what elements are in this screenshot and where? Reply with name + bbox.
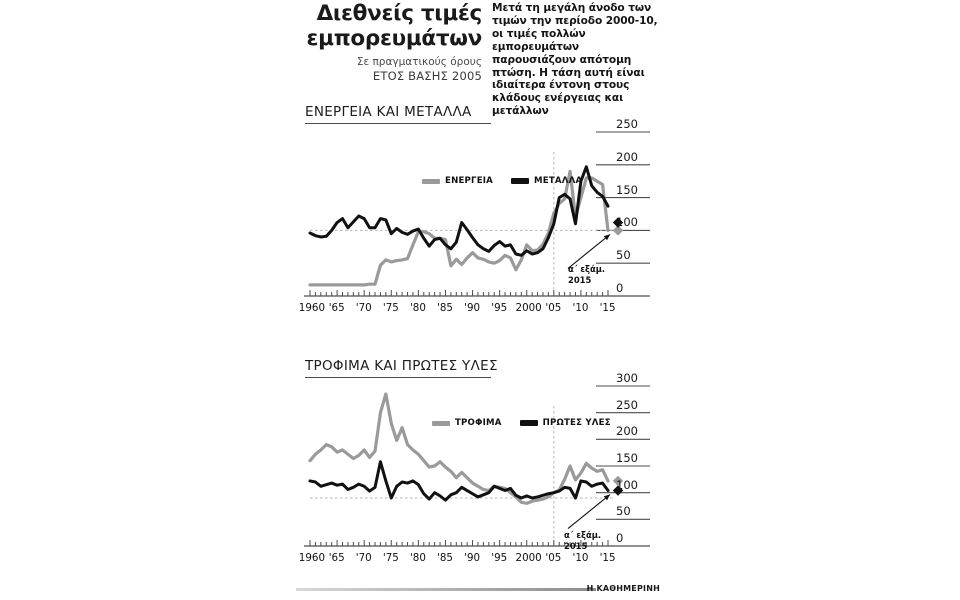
chart1-legend-swatch-0	[422, 179, 440, 184]
chart1-x-axis-labels	[296, 302, 660, 316]
chart2-legend-label-1: ΠΡΩΤΕΣ ΥΛΕΣ	[542, 418, 611, 428]
chart2-x-tick-label: '80	[409, 552, 426, 564]
chart1-legend-swatch-1	[511, 178, 529, 184]
chart2-x-tick-label: '95	[491, 552, 508, 564]
chart1-legend-item-1	[511, 176, 582, 186]
chart1-x-tick-label: '85	[437, 302, 453, 314]
chart2-legend-item-0	[432, 418, 502, 428]
chart2-x-tick-label: '65	[328, 552, 345, 564]
chart2-y-tick-label: 200	[616, 424, 638, 439]
chart1-annotation	[568, 264, 605, 286]
chart1-x-tick-label: '90	[464, 302, 481, 314]
chart2-y-tick-label: 150	[616, 451, 638, 465]
chart2-y-tick-label: 250	[616, 397, 638, 412]
chart2-legend-item-1	[520, 418, 611, 428]
chart1-x-tick-label: '15	[599, 302, 616, 314]
chart1-x-tick-label: '65	[328, 302, 345, 314]
footer-brand: Η ΚΑΘΗΜΕΡΙΝΗ	[586, 584, 660, 593]
chart1-annotation-line1: α΄ εξάμ.	[568, 264, 606, 274]
chart1-x-tick-label: '95	[491, 302, 508, 314]
chart2-annotation-line2: 2015	[564, 541, 588, 551]
chart1-x-tick-label: '10	[572, 302, 589, 314]
chart1-y-tick-label: 250	[616, 117, 638, 131]
chart1-x-tick-label: 2000	[515, 302, 542, 314]
chart2-x-tick-label: 2000	[515, 552, 542, 564]
chart2-x-tick-label: '85	[437, 552, 453, 564]
chart-energy-metals	[296, 104, 660, 334]
intro-paragraph: Μετά τη μεγάλη άνοδο των τιμών την περίοδο 2000-10, οι τιμές πολλών εμπορευμάτων παρουσιάζουν απότομη πτώση. Η τάση αυτή είναι ιδιαίτερα έντονη στους κλάδους ενέργειας και μετάλλων	[492, 2, 658, 118]
chart1-annotation-line2: 2015	[568, 275, 592, 285]
page-title-line2: εμπορευμάτων	[306, 26, 482, 51]
chart2-y-tick-label: 50	[616, 504, 631, 519]
chart1-legend	[422, 176, 595, 186]
chart2-x-tick-label: '10	[572, 552, 589, 564]
chart2-x-tick-label: '70	[355, 552, 372, 564]
page-title-line1: Διεθνείς τιμές	[316, 1, 482, 26]
chart1-y-tick-label: 150	[616, 182, 638, 197]
chart2-legend-swatch-0	[432, 421, 450, 426]
chart2-x-tick-label: '05	[545, 552, 562, 564]
chart1-y-tick-label: 100	[616, 215, 638, 230]
subtitle-base-year: ΕΤΟΣ ΒΑΣΗΣ 2005	[372, 69, 482, 83]
chart2-x-tick-label: 1960	[298, 552, 326, 564]
chart1-y-tick-label: 200	[616, 149, 638, 164]
page-title	[296, 0, 482, 51]
chart2-plot-area	[296, 371, 660, 578]
chart1-legend-label-0: ΕΝΕΡΓΕΙΑ	[445, 176, 494, 186]
chart1-y-tick-label: 0	[616, 281, 624, 295]
chart2-y-tick-label: 100	[616, 477, 638, 492]
chart2-y-tick-label: 300	[616, 371, 638, 385]
headline-block	[296, 0, 482, 83]
chart2-annotation	[564, 530, 601, 552]
chart2-legend-swatch-1	[520, 420, 538, 426]
subtitle-real-terms: Σε πραγματικούς όρους	[356, 56, 482, 68]
chart2-x-tick-label: '90	[464, 552, 481, 564]
chart2-y-tick-label: 0	[616, 531, 624, 545]
chart2-legend	[432, 418, 624, 428]
chart1-legend-item-0	[422, 176, 493, 186]
chart1-legend-label-1: ΜΕΤΑΛΛΑ	[534, 176, 583, 186]
chart1-x-tick-label: '70	[355, 302, 372, 314]
chart2-legend-label-0: ΤΡΟΦΙΜΑ	[455, 418, 502, 428]
chart1-x-tick-label: '05	[545, 302, 562, 314]
chart1-title: ΕΝΕΡΓΕΙΑ ΚΑΙ ΜΕΤΑΛΛΑ	[305, 104, 472, 120]
chart2-x-tick-label: '15	[599, 552, 616, 564]
chart2-x-axis-labels	[296, 552, 660, 566]
chart2-svg	[296, 378, 660, 578]
chart1-x-tick-label: '80	[409, 302, 426, 314]
footer	[296, 584, 660, 598]
chart2-annotation-line1: α΄ εξάμ.	[564, 530, 602, 540]
chart1-x-tick-label: 1960	[298, 302, 326, 314]
chart1-plot-area	[296, 117, 660, 330]
chart1-x-tick-label: '75	[382, 302, 399, 314]
chart1-y-tick-label: 50	[616, 248, 631, 263]
chart-food-raw-materials	[296, 358, 660, 582]
chart1-svg	[296, 124, 660, 330]
chart2-x-tick-label: '75	[382, 552, 399, 564]
chart2-title: ΤΡΟΦΙΜΑ ΚΑΙ ΠΡΩΤΕΣ ΥΛΕΣ	[305, 358, 498, 374]
footer-rule	[296, 588, 596, 591]
